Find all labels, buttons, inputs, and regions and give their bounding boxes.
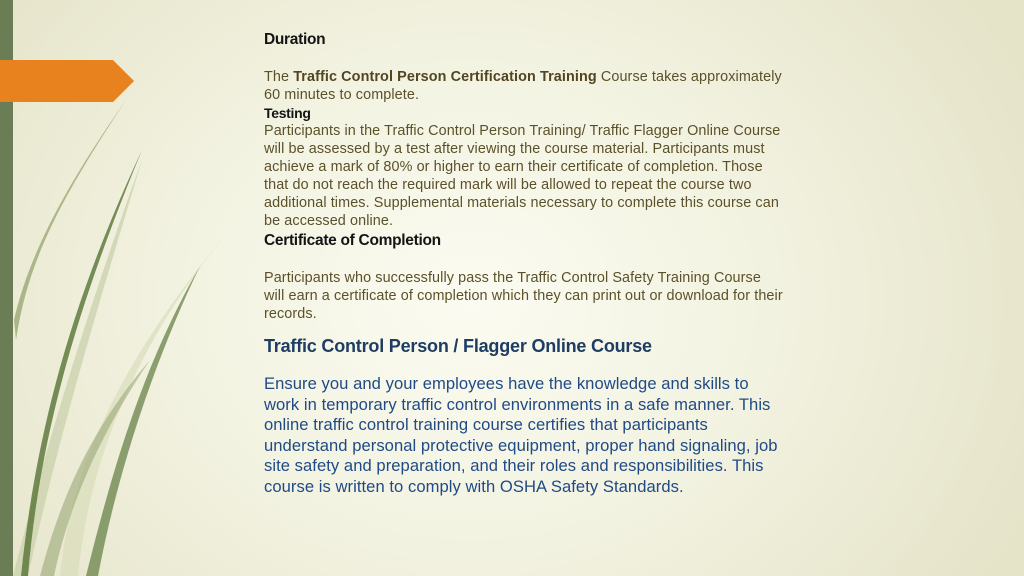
content-area — [264, 30, 784, 498]
course-title: Traffic Control Person / Flagger Online Course — [264, 336, 652, 356]
duration-course-name: Traffic Control Person Certification Training — [293, 69, 597, 85]
testing-heading: Testing — [264, 105, 311, 121]
duration-text — [264, 68, 784, 104]
course-description: Ensure you and your employees have the knowledge and skills to work in temporary traffic control environments in a safe manner. This online traffic control training course certifies that participants understand personal protective equipment, proper hand signaling, job site safety and preparation, and their roles and responsibilities. This course is written to comply with OSHA Safety Standards. — [264, 374, 778, 496]
duration-heading: Duration — [264, 31, 326, 48]
certificate-heading: Certificate of Completion — [264, 232, 441, 249]
duration-text-suffix: Course takes approximately 60 minutes to complete. — [264, 69, 782, 103]
duration-text-prefix: The — [264, 69, 294, 85]
arrow-tab-icon — [0, 60, 134, 102]
testing-text: Participants in the Traffic Control Person Training/ Traffic Flagger Online Course will be assessed by a test after viewing the course material. Participants must achieve a mark of 80% or higher to earn their certificate of completion. Those that do not reach the required mark will be allowed to repeat the course two additional times. Supplemental materials necessary to complete this course can be accessed online. — [264, 123, 781, 229]
certificate-text: Participants who successfully pass the Traffic Control Safety Training Course will earn a certificate of completion which they can print out or download for their records. — [264, 270, 783, 322]
